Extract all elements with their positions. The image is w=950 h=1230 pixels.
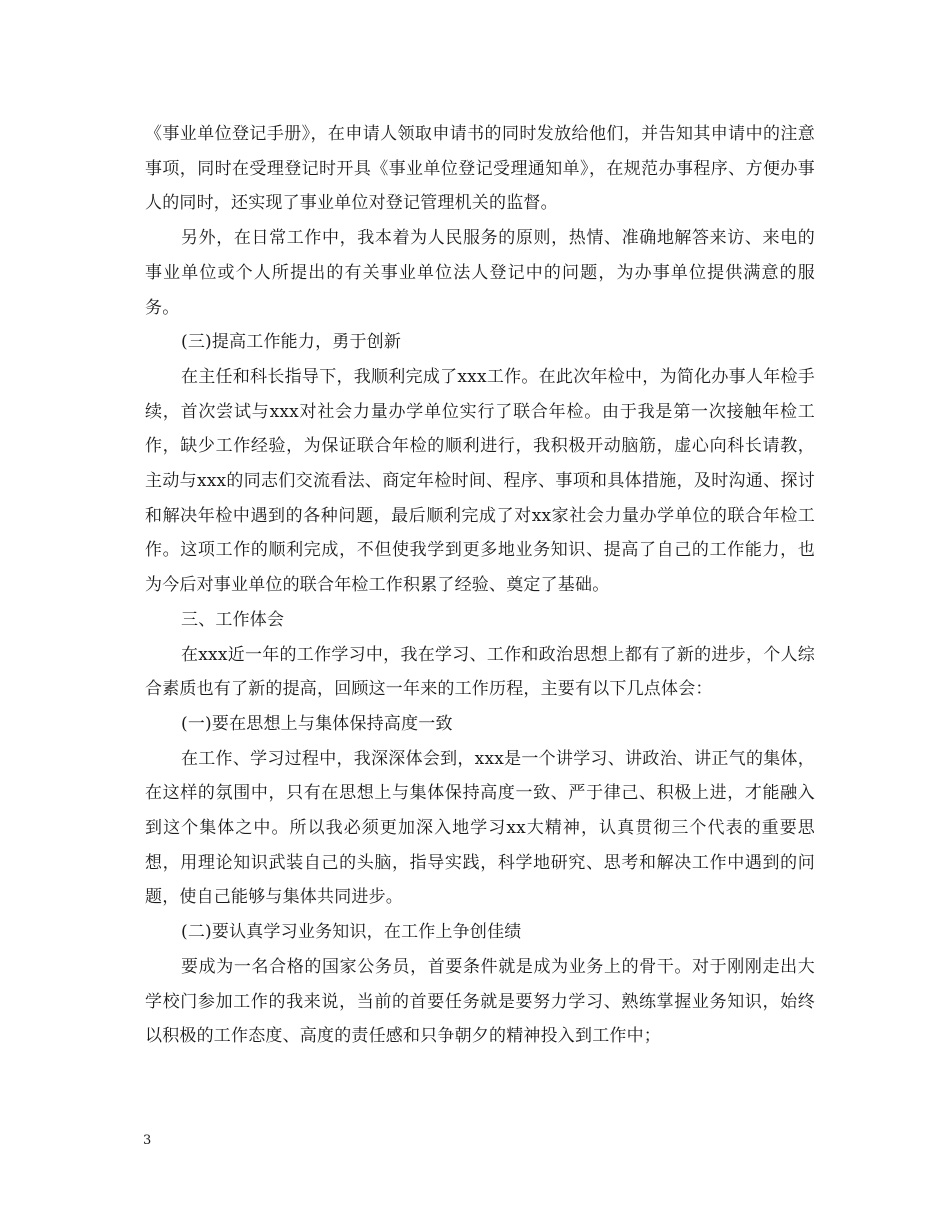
body-text (145, 117, 815, 1054)
section-heading-improve-ability: (三)提高工作能力，勇于创新 (181, 332, 402, 353)
section-heading-study-business: (二)要认真学习业务知识，在工作上争创佳绩 (181, 922, 522, 943)
paragraph-collective-spirit: 在工作、学习过程中，我深深体会到，xxx是一个讲学习、讲政治、讲正气的集体，在这样的氛围中，只有在思想上与集体保持高度一致、严于律己、积极上进，才能融入到这个集体之中。所以我必须更加深入地学习xx大精神，认真贯彻三个代表的重要思想，用理论知识武装自己的头脑，指导实践，科学地研究、思考和解决工作中遇到的问题，使自己能够与集体共同进步。 (145, 748, 815, 908)
section-heading-keep-consistent: (一)要在思想上与集体保持高度一致 (181, 713, 453, 734)
paragraph-year-review: 在xxx近一年的工作学习中，我在学习、工作和政治思想上都有了新的进步，个人综合素质也有了新的提高，回顾这一年来的工作历程，主要有以下几点体会： (145, 644, 815, 700)
paragraph-civil-servant: 要成为一名合格的国家公务员，首要条件就是成为业务上的骨干。对于刚刚走出大学校门参加工作的我来说，当前的首要任务就是要努力学习、熟练掌握业务知识，始终以积极的工作态度、高度的责任感和只争朝夕的精神投入到工作中； (145, 956, 815, 1047)
paragraph-daily-service: 另外，在日常工作中，我本着为人民服务的原则，热情、准确地解答来访、来电的事业单位或个人所提出的有关事业单位法人登记中的问题，为办事单位提供满意的服务。 (145, 228, 815, 318)
section-heading-work-experience: 三、工作体会 (181, 609, 285, 630)
paragraph-registration-handbook: 《事业单位登记手册》，在申请人领取申请书的同时发放给他们，并告知其申请中的注意事项，同时在受理登记时开具《事业单位登记受理通知单》，在规范办事程序、方便办事人的同时，还实现了事业单位对登记管理机关的监督。 (145, 124, 815, 214)
page-number: 3 (143, 1133, 152, 1148)
paragraph-annual-inspection: 在主任和科长指导下，我顺利完成了xxx工作。在此次年检中，为简化办事人年检手续，首次尝试与xxx对社会力量办学单位实行了联合年检。由于我是第一次接触年检工作，缺少工作经验，为保证联合年检的顺利进行，我积极开动脑筋，虚心向科长请教，主动与xxx的同志们交流看法、商定年检时间、程序、事项和具体措施，及时沟通、探讨和解决年检中遇到的各种问题，最后顺利完成了对xx家社会力量办学单位的联合年检工作。这项工作的顺利完成，不但使我学到更多地业务知识、提高了自己的工作能力，也为今后对事业单位的联合年检工作积累了经验、奠定了基础。 (145, 366, 815, 596)
